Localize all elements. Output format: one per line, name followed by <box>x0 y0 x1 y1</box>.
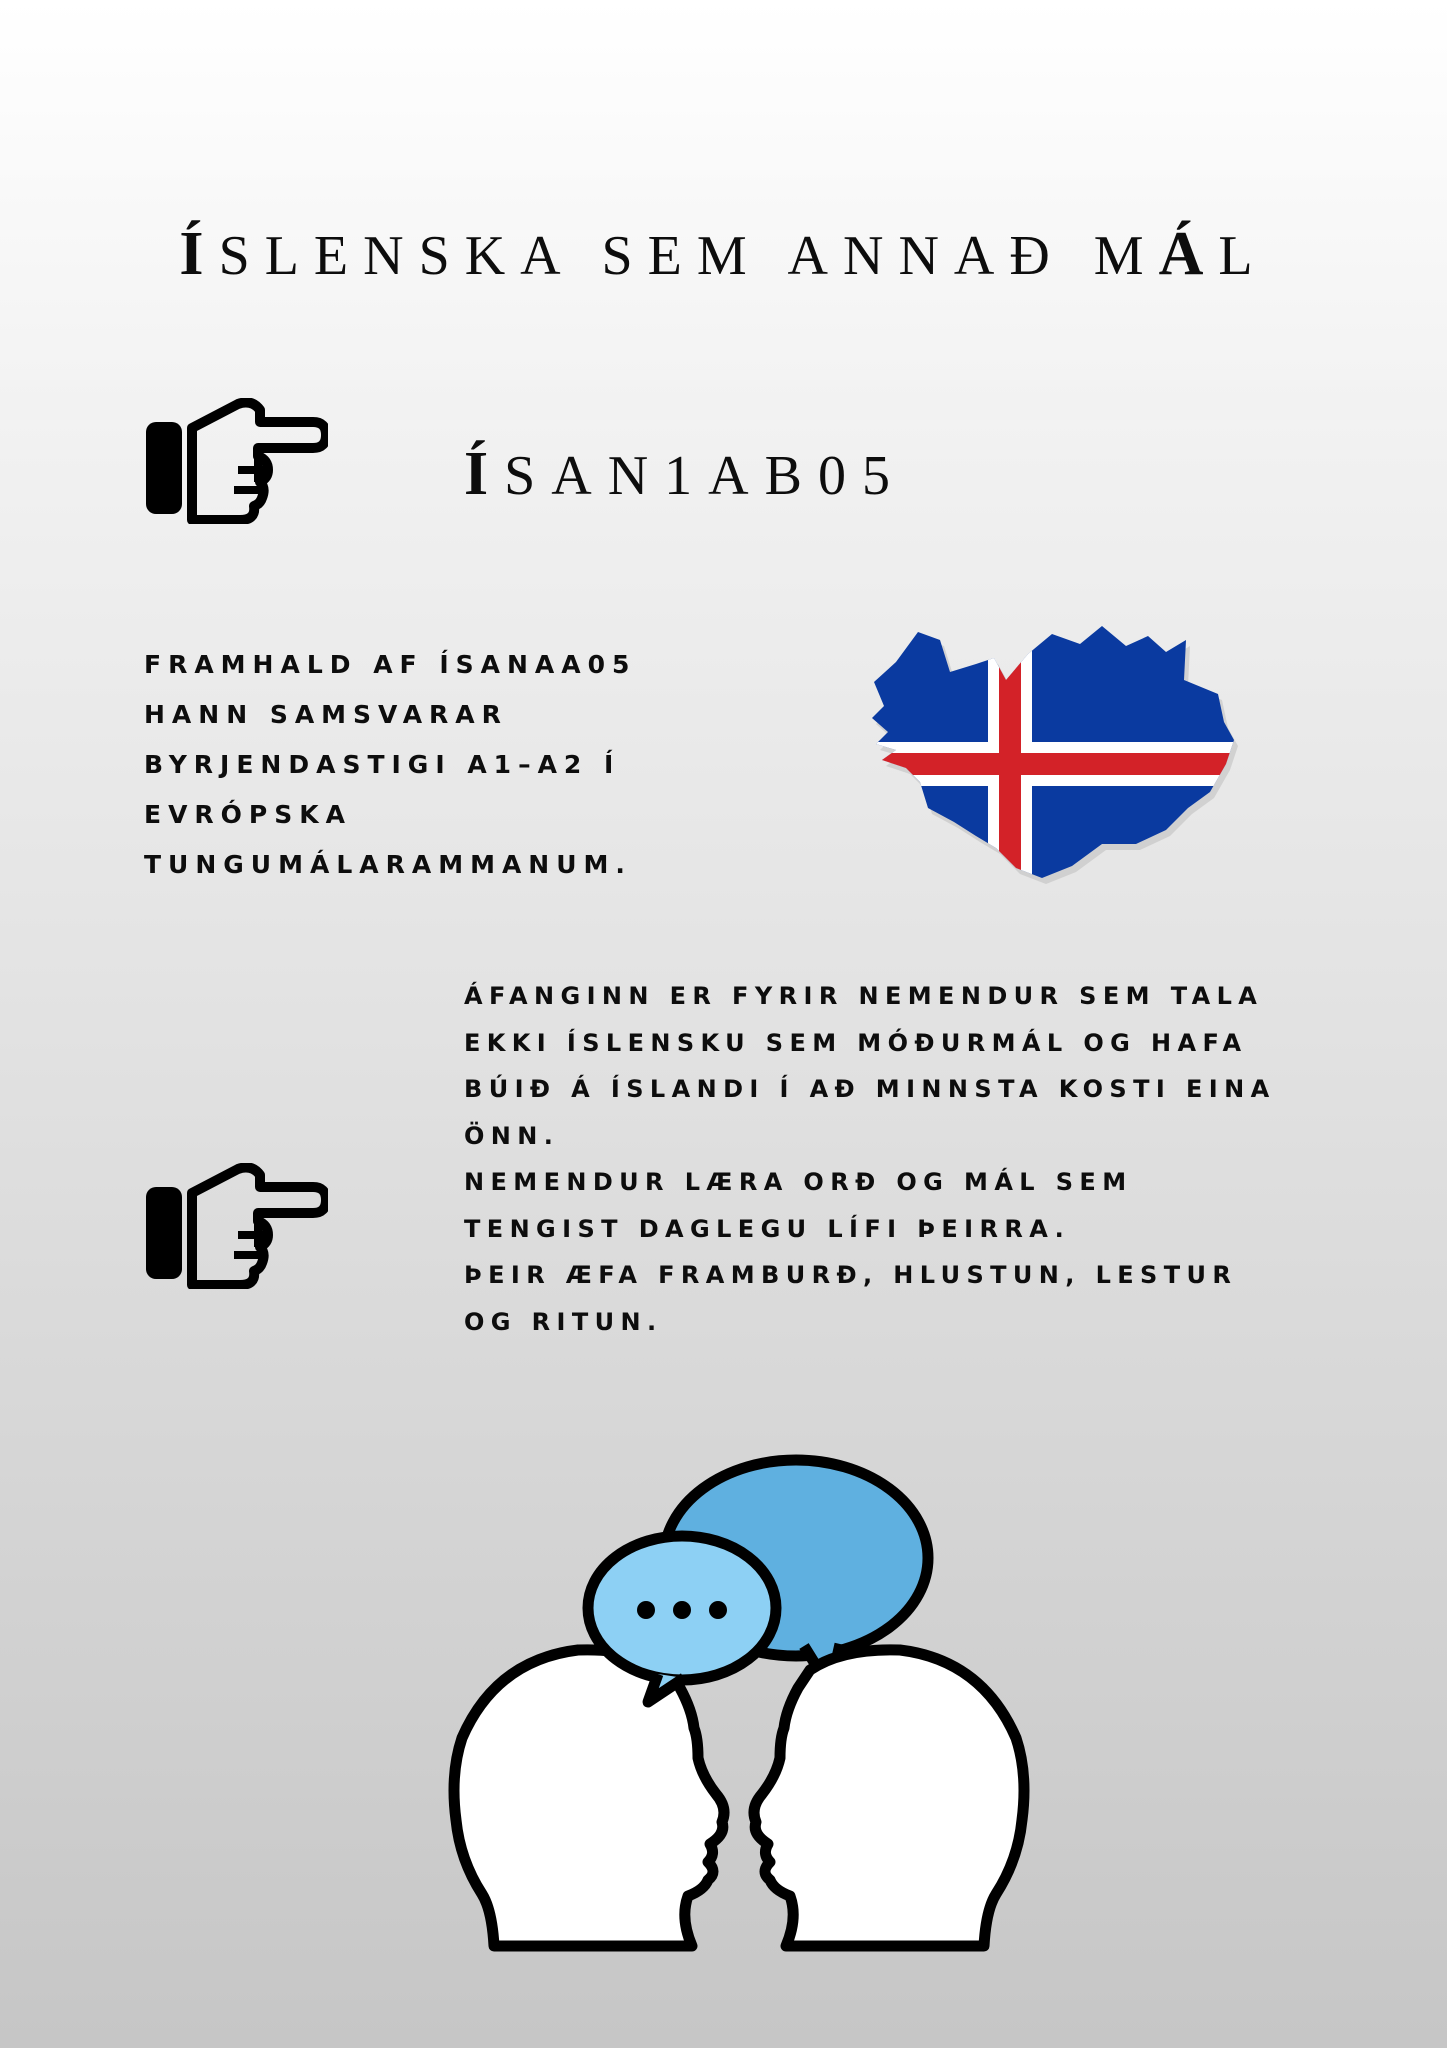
ellipsis-dot <box>637 1601 655 1619</box>
pointing-hand-icon <box>142 1163 328 1289</box>
pointing-hand-icon <box>142 398 328 524</box>
description-line: OG RITUN. <box>464 1307 663 1336</box>
description-line: ÁFANGINN ER FYRIR NEMENDUR SEM TALA <box>464 982 1264 1010</box>
description-paragraph <box>464 973 1424 1345</box>
course-code <box>464 438 906 512</box>
iceland-flag-map-icon <box>866 622 1242 884</box>
title-last: L <box>1218 225 1268 287</box>
intro-line: EVRÓPSKA <box>144 800 352 829</box>
description-line: EKKI ÍSLENSKU SEM MÓÐURMÁL OG HAFA <box>464 1028 1248 1057</box>
description-line: ÖNN. <box>464 1121 560 1150</box>
description-line: BÚIÐ Á ÍSLANDI Í AÐ MINNSTA KOSTI EINA <box>464 1075 1276 1103</box>
intro-paragraph <box>144 640 764 890</box>
conversation-heads-icon <box>448 1448 1030 1956</box>
title-accent-letter: Á <box>1158 220 1219 288</box>
title-first-letter: Í <box>179 220 219 288</box>
intro-line: FRAMHALD AF ÍSANAA05 <box>144 650 637 679</box>
description-line: TENGIST DAGLEGU LÍFI ÞEIRRA. <box>464 1214 1071 1243</box>
course-code-rest: SAN1AB05 <box>504 445 906 507</box>
course-code-first-letter: Í <box>464 440 505 508</box>
description-line: NEMENDUR LÆRA ORÐ OG MÁL SEM <box>464 1168 1133 1196</box>
description-line: ÞEIR ÆFA FRAMBURÐ, HLUSTUN, LESTUR <box>464 1261 1238 1289</box>
intro-line: HANN SAMSVARAR <box>144 700 508 729</box>
ellipsis-dot <box>709 1601 727 1619</box>
page-title <box>0 218 1447 292</box>
intro-line: BYRJENDASTIGI A1–A2 Í <box>144 750 621 779</box>
title-rest: SLENSKA SEM ANNAÐ M <box>218 225 1159 287</box>
ellipsis-dot <box>673 1601 691 1619</box>
intro-line: TUNGUMÁLARAMMANUM. <box>144 850 632 879</box>
